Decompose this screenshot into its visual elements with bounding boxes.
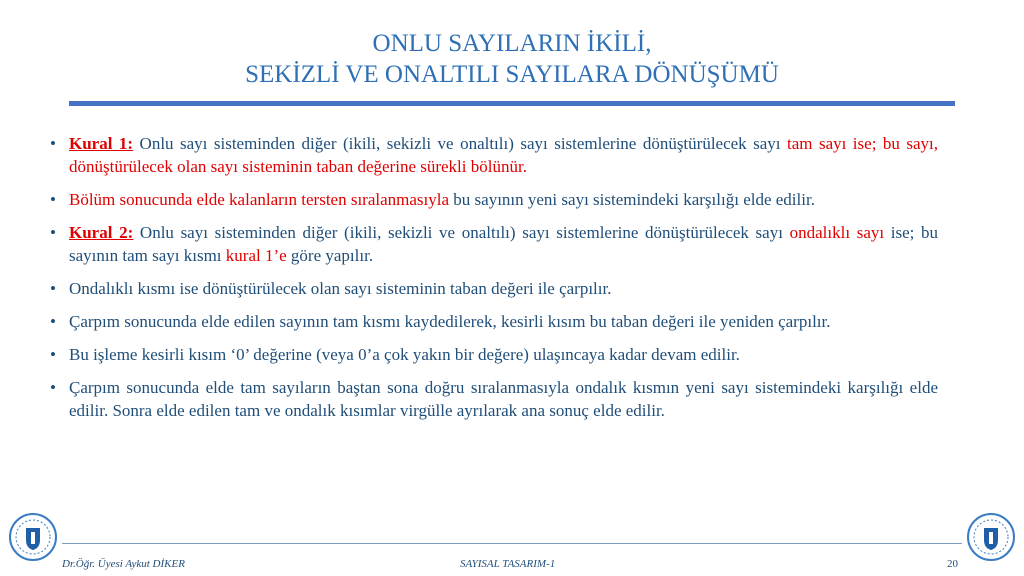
slide-title-line-2: SEKİZLİ VE ONALTILI SAYILARA DÖNÜŞÜMÜ: [245, 61, 779, 88]
bullet-item: [48, 343, 938, 366]
bullet-text: Ondalıklı kısmı ise dönüştürülecek olan sayı sisteminin taban değeri ile çarpılır.: [69, 279, 612, 298]
bullet-item: [48, 277, 938, 300]
bullet-text: göre yapılır.: [286, 246, 374, 265]
bullet-text: bu sayının yeni sayı sistemindeki karşılığı elde edilir.: [449, 190, 815, 209]
bullet-item: [48, 188, 938, 211]
rule-label: Kural 1:: [69, 134, 134, 153]
footer-divider: [62, 543, 962, 544]
bullet-highlight: ondalıklı sayı: [789, 223, 885, 242]
slide-title: [0, 28, 1024, 90]
bullet-text: Çarpım sonucunda elde tam sayıların baştan sona doğru sıralanmasıyla ondalık kısmın yeni sayı sistemindeki karşılığı elde edilir. Sonra elde edilen tam ve ondalık kısımlar virgülle ayrılarak ana sonuç elde edilir.: [69, 378, 938, 420]
university-seal-icon: [966, 512, 1016, 562]
bullet-item: [48, 221, 938, 267]
title-divider: [69, 101, 955, 106]
university-seal-icon: [8, 512, 58, 562]
bullet-item: [48, 132, 938, 178]
rule-label: Kural 2:: [69, 223, 134, 242]
bullet-list: [48, 132, 938, 432]
bullet-text: ise; bu sayının tam sayı kısmı: [69, 223, 939, 265]
bullet-text: Onlu sayı sisteminden diğer (ikili, sekizli ve onaltılı) sayı sistemlerine dönüştürülecek sayı: [133, 223, 790, 242]
bullet-item: [48, 310, 938, 333]
bullet-highlight: Bölüm sonucunda elde kalanların tersten sıralanmasıyla: [69, 190, 450, 209]
bullet-text: Çarpım sonucunda elde edilen sayının tam kısmı kaydedilerek, kesirli kısım bu taban değeri ile yeniden çarpılır.: [69, 312, 831, 331]
bullet-text: Bu işleme kesirli kısım ‘0’ değerine (veya 0’a çok yakın bir değere) ulaşıncaya kadar devam edilir.: [69, 345, 740, 364]
bullet-text: Onlu sayı sisteminden diğer (ikili, sekizli ve onaltılı) sayı sistemlerine dönüştürülecek sayı: [133, 134, 787, 153]
slide-title-line-1: ONLU SAYILARIN İKİLİ,: [372, 30, 652, 57]
footer-author: Dr.Öğr. Üyesi Aykut DİKER: [62, 558, 185, 570]
page-number: 20: [947, 558, 958, 570]
bullet-highlight: kural 1’e: [225, 246, 287, 265]
bullet-highlight: tam sayı ise; bu sayı, dönüştürülecek olan sayı sisteminin taban değerine sürekli bölünür.: [69, 134, 938, 176]
footer-course: SAYISAL TASARIM-1: [460, 558, 556, 570]
bullet-item: [48, 376, 938, 422]
